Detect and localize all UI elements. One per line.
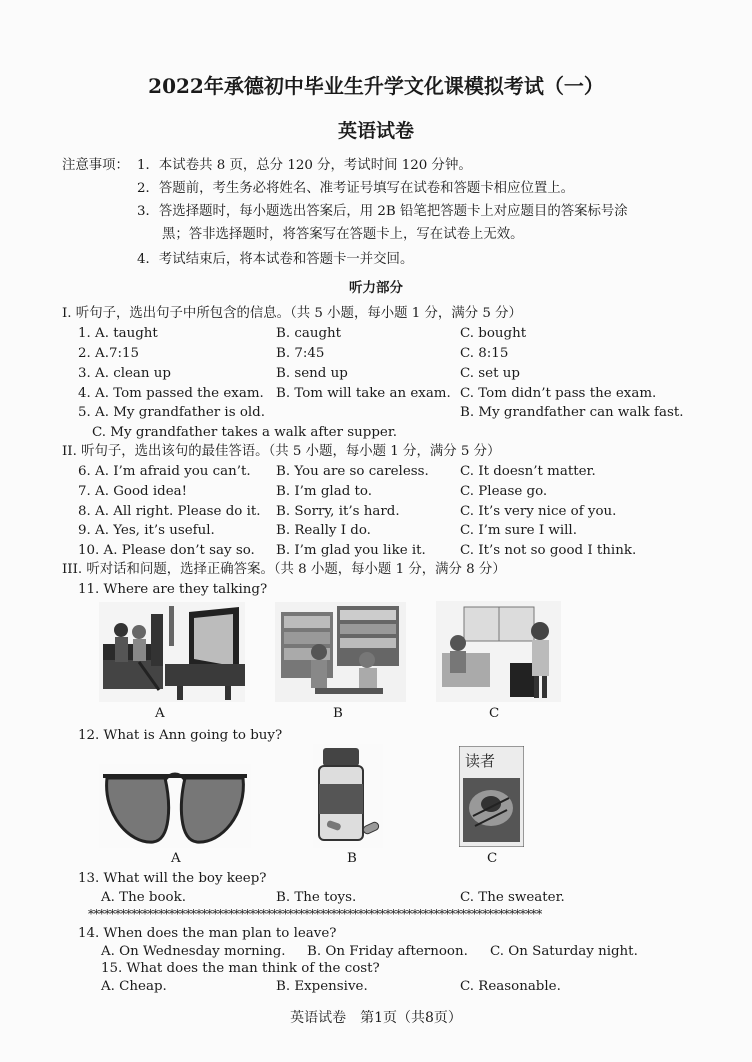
q14-option-c: C. On Saturday night. <box>490 944 638 959</box>
q15-text: 15. What does the man think of the cost? <box>101 961 380 976</box>
notes-label: 注意事项： <box>62 158 129 173</box>
q12-label-a: A <box>171 851 181 866</box>
q6-option-a: 6. A. I’m afraid you can’t. <box>78 464 251 479</box>
q15-option-b: B. Expensive. <box>276 979 368 994</box>
q8-option-a: 8. A. All right. Please do it. <box>78 504 261 519</box>
q2-option-a: 2. A.7:15 <box>78 346 140 361</box>
q12-text: 12. What is Ann going to buy? <box>78 728 283 743</box>
exam-title: 2022年承德初中毕业生升学文化课模拟考试（一） <box>148 74 604 98</box>
q1-option-b: B. caught <box>276 326 342 341</box>
q10-option-b: B. I’m glad you like it. <box>276 543 426 558</box>
q12-label-b: B <box>347 851 357 866</box>
q3-option-c: C. set up <box>460 366 520 381</box>
q3-option-a: 3. A. clean up <box>78 366 171 381</box>
q2-option-c: C. 8:15 <box>460 346 509 361</box>
note-item-1: 1．本试卷共 8 页，总分 120 分，考试时间 120 分钟。 <box>137 158 472 173</box>
q14-text: 14. When does the man plan to leave? <box>78 926 337 941</box>
q2-option-b: B. 7:45 <box>276 346 325 361</box>
note-item-3: 3．答选择题时，每小题选出答案后，用 2B 铅笔把答题卡上对应题目的答案标号涂 <box>137 204 628 219</box>
q9-option-a: 9. A. Yes, it’s useful. <box>78 523 215 538</box>
q6-option-c: C. It doesn’t matter. <box>460 464 596 479</box>
q11-picture-b-library <box>275 602 406 702</box>
q4-option-b: B. Tom will take an exam. <box>276 386 451 401</box>
q9-option-b: B. Really I do. <box>276 523 371 538</box>
q1-option-a: 1. A. taught <box>78 326 158 341</box>
q8-option-c: C. It’s very nice of you. <box>460 504 617 519</box>
q12-picture-c-magazine <box>459 746 524 847</box>
exam-subtitle: 英语试卷 <box>337 120 414 142</box>
part3-instruction: III. 听对话和问题，选择正确答案。（共 8 小题，每小题 1 分，满分 8 分） <box>62 562 506 577</box>
q12-label-c: C <box>487 851 498 866</box>
q11-picture-a-living-room <box>99 602 245 702</box>
q11-picture-c-classroom <box>436 601 561 702</box>
q11-text: 11. Where are they talking? <box>78 582 268 597</box>
q6-option-b: B. You are so careless. <box>276 464 429 479</box>
q13-text: 13. What will the boy keep? <box>78 871 267 886</box>
separator-stars: ************************************************************************************ <box>88 907 542 921</box>
svg-text:读者: 读者 <box>465 752 496 770</box>
part1-instruction: I. 听句子，选出句子中所包含的信息。（共 5 小题，每小题 1 分，满分 5 分） <box>62 306 522 321</box>
note-item-2: 2．答题前，考生务必将姓名、准考证号填写在试卷和答题卡相应位置上。 <box>137 181 575 196</box>
q1-option-c: C. bought <box>460 326 527 341</box>
q7-option-c: C. Please go. <box>460 484 548 499</box>
q13-option-b: B. The toys. <box>276 890 357 905</box>
page-footer: 英语试卷 第1页（共8页） <box>290 1010 462 1026</box>
q11-label-c: C <box>489 706 500 721</box>
q13-option-a: A. The book. <box>101 890 186 905</box>
q5-option-a: 5. A. My grandfather is old. <box>78 405 266 420</box>
q11-label-a: A <box>155 706 165 721</box>
q7-option-a: 7. A. Good idea! <box>78 484 188 499</box>
note-item-4: 4．考试结束后，将本试卷和答题卡一并交回。 <box>137 252 414 267</box>
q14-option-b: B. On Friday afternoon. <box>307 944 468 959</box>
part2-instruction: II. 听句子，选出该句的最佳答语。（共 5 小题，每小题 1 分，满分 5 分） <box>62 444 501 459</box>
listening-heading: 听力部分 <box>349 280 403 296</box>
q7-option-b: B. I’m glad to. <box>276 484 372 499</box>
q12-picture-b-pill-bottle <box>313 744 383 848</box>
q12-picture-a-sunglasses <box>99 764 251 848</box>
q4-option-c: C. Tom didn’t pass the exam. <box>460 386 657 401</box>
q5-option-b: B. My grandfather can walk fast. <box>460 405 684 420</box>
q13-option-c: C. The sweater. <box>460 890 565 905</box>
q3-option-b: B. send up <box>276 366 348 381</box>
q15-option-c: C. Reasonable. <box>460 979 561 994</box>
note-item-3-cont: 黑；答非选择题时，将答案写在答题卡上，写在试卷上无效。 <box>162 227 524 242</box>
q9-option-c: C. I’m sure I will. <box>460 523 577 538</box>
q5-option-c: C. My grandfather takes a walk after supper. <box>92 425 398 440</box>
q11-label-b: B <box>333 706 343 721</box>
q14-option-a: A. On Wednesday morning. <box>101 944 286 959</box>
q8-option-b: B. Sorry, it’s hard. <box>276 504 400 519</box>
q15-option-a: A. Cheap. <box>101 979 167 994</box>
q4-option-a: 4. A. Tom passed the exam. <box>78 386 264 401</box>
q10-option-c: C. It’s not so good I think. <box>460 543 637 558</box>
q10-option-a: 10. A. Please don’t say so. <box>78 543 255 558</box>
